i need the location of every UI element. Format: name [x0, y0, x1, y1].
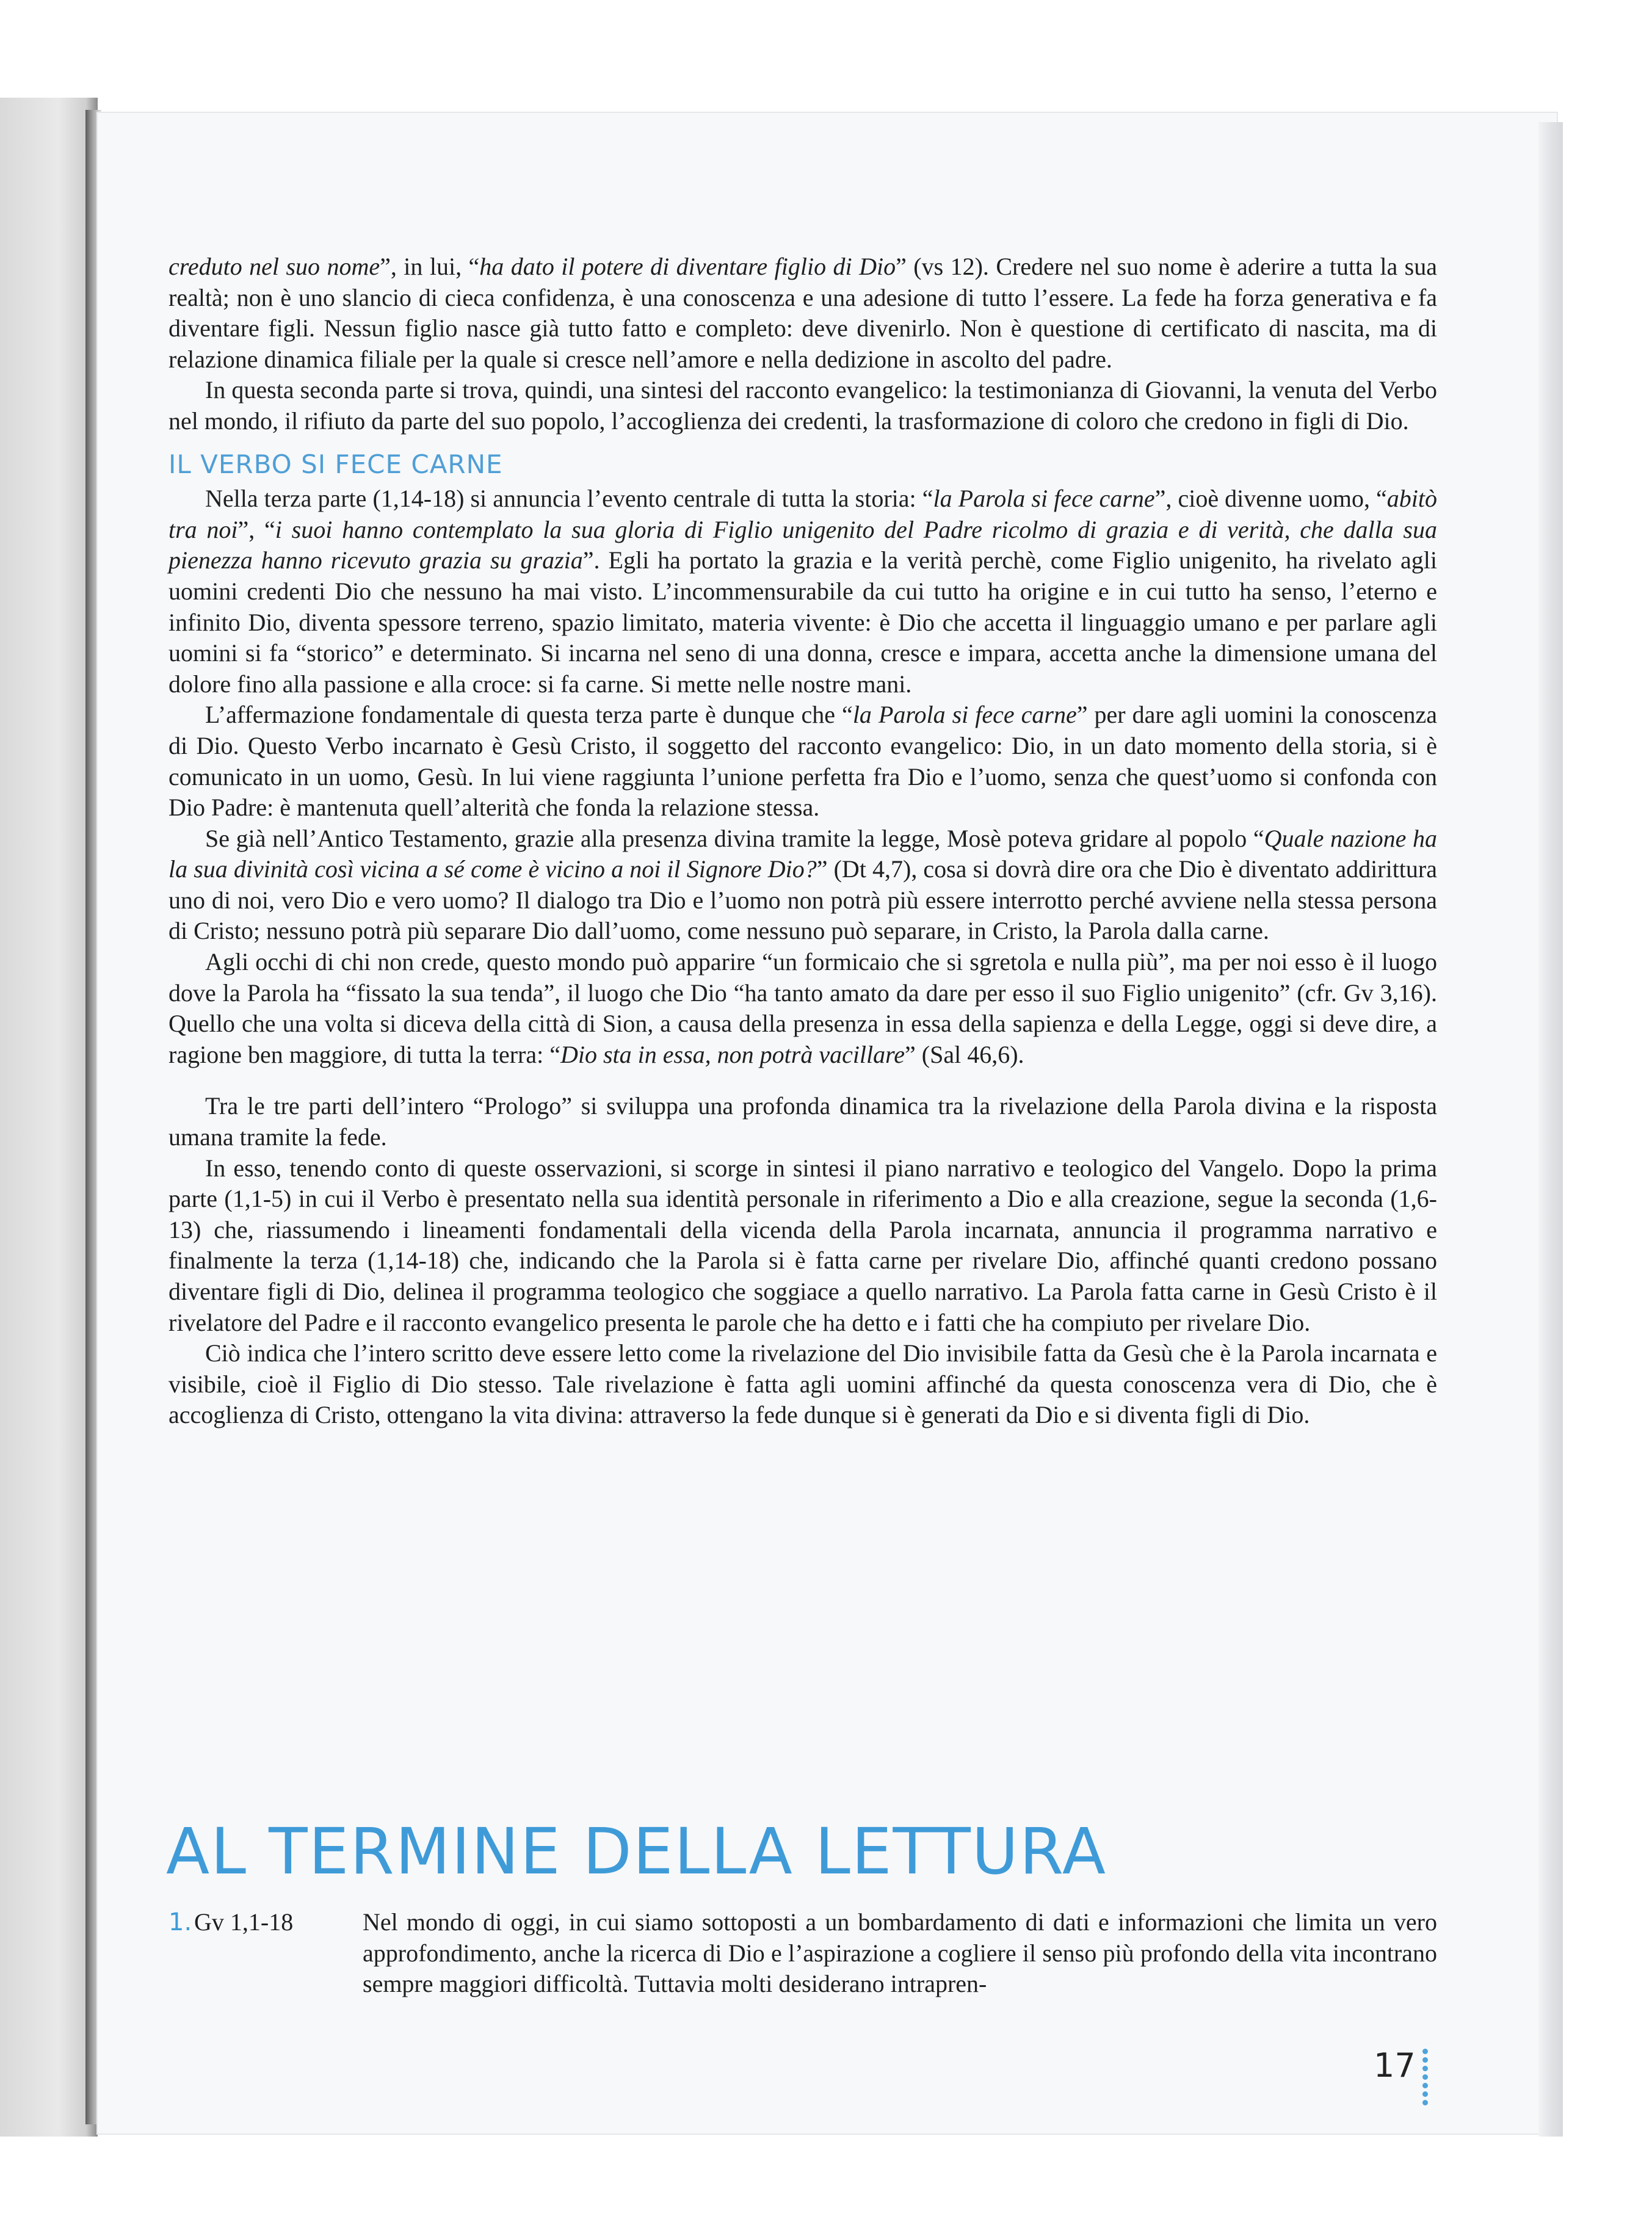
- dot: [1422, 2083, 1428, 2088]
- section-heading: IL VERBO SI FECE CARNE: [168, 449, 503, 479]
- dot: [1422, 2057, 1428, 2063]
- text-run: Nella terza parte (1,14-18) si annuncia l’evento centrale di tutta la storia: “: [205, 485, 933, 513]
- text-run: ”. Egli ha portato la grazia e la verità perchè, come Figlio unigenito, ha rivelato agli uomini credenti Dio che nessuno ha mai visto. L’incommensurabile da cui tutto ha origine e in cui tutto ha senso, l’eterno e infinito Dio, diventa spessore terreno, spazio limitato, materia vivente: è Dio che accetta il linguaggio umano e per parlare agli uomini si fa “storico” e determinato. Si incarna nel seno di una donna, cresce e impara, accetta anche la dimensione umana del dolore fino alla passione e alla croce: si fa carne. Si mette nelle nostre mani.: [168, 546, 1437, 698]
- paragraph: [168, 947, 1437, 1070]
- italic-run: Dio sta in essa, non potrà vacillare: [560, 1040, 905, 1068]
- text-run: In esso, tenendo conto di queste osservazioni, si scorge in sintesi il piano narrativo e teologico del Vangelo. Dopo la prima parte (1,1-5) in cui il Verbo è presentato nella sua identità personale in riferimento a Dio e alla creazione, segue la seconda (1,6-13) che, riassumendo i lineamenti fondamentali della vicenda della Parola incarnata, annuncia il programma narrativo e finalmente la terza (1,14-18) che, indicando che la Parola si è fatta carne per rivelare Dio, affinché quanti credono possano diventare figli di Dio, delinea il programma teologico che soggiace a quello narrativo. La Parola fatta carne in Gesù Cristo è il rivelatore del Padre e il racconto evangelico presenta le parole che ha detto e i fatti che ha compiuto per rivelare Dio.: [168, 1154, 1437, 1336]
- text-run: ” per dare agli uomini la conoscenza di Dio. Questo Verbo incarnato è Gesù Cristo, il soggetto del racconto evangelico: Dio, in un dato momento della storia, si è comunicato in un uomo, Gesù. In lui viene raggiunta l’unione perfetta fra Dio e l’uomo, senza che quest’uomo si confonda con Dio Padre: è mantenuta quell’alterità che fonda la relazione stessa.: [168, 701, 1437, 822]
- item-text: Nel mondo di oggi, in cui siamo sottoposti a un bombardamento di dati e informazioni che limita un vero approfondimento, anche la ricerca di Dio e l’aspirazione a cogliere il senso più profondo della vita incontrano sempre maggiori difficoltà. Tuttavia molti desiderano intrapren-: [363, 1908, 1437, 1998]
- text-run: ”, “: [237, 515, 275, 543]
- text-run: ” (Sal 46,6).: [905, 1040, 1024, 1068]
- dot: [1422, 2074, 1428, 2080]
- text-run: L’affermazione fondamentale di questa terza parte è dunque che “: [205, 701, 853, 729]
- page-body: [168, 252, 1437, 1431]
- exercise-item: [168, 1907, 1437, 2000]
- paragraph: [168, 1091, 1437, 1153]
- chapter-heading: AL TERMINE DELLA LETTURA: [166, 1814, 1107, 1889]
- italic-run: la Parola si fece carne: [852, 701, 1077, 729]
- italic-run: creduto nel suo nome: [168, 253, 380, 280]
- dots-ornament: [1422, 2049, 1429, 2107]
- text-run: ” (vs 12). Credere nel suo nome è aderire a tutta la sua realtà; non è uno slancio di cieca confidenza, è una conoscenza e una adesione di tutto l’essere. La fede ha forza generativa e fa diventare figli. Nessun figlio nasce già tutto fatto e completo: deve divenirlo. Non è questione di certificato di nascita, ma di relazione dinamica filiale per la quale si cresce nell’amore e nella dedizione in ascolto del padre.: [168, 253, 1437, 373]
- paragraph: [168, 1338, 1437, 1431]
- page-number: 17: [1374, 2046, 1416, 2085]
- text-run: Tra le tre parti dell’intero “Prologo” si sviluppa una profonda dinamica tra la rivelazione della Parola divina e la risposta umana tramite la fede.: [168, 1092, 1437, 1151]
- text-run: ”, cioè divenne uomo, “: [1154, 485, 1387, 513]
- page-edge: [1538, 122, 1563, 2137]
- section-paragraphs: [168, 483, 1437, 1431]
- paragraph: [168, 483, 1437, 700]
- text-run: Agli occhi di chi non crede, questo mondo può apparire “un formicaio che si sgretola e nulla più”, ma per noi esso è il luogo dove la Parola ha “fissato la sua tenda”, il luogo che Dio “ha tanto amato da dare per esso il suo Figlio unigenito” (cfr. Gv 3,16). Quello che una volta si diceva della città di Sion, a causa della presenza in essa della sapienza e della Legge, oggi si deve dire, a ragione ben maggiore, di tutta la terra: “: [168, 948, 1437, 1068]
- text-run: Se già nell’Antico Testamento, grazie alla presenza divina tramite la legge, Mosè poteva gridare al popolo “: [205, 824, 1264, 852]
- dot: [1422, 2066, 1428, 2071]
- paragraph: [168, 375, 1437, 436]
- paragraph: [168, 823, 1437, 947]
- italic-run: abitò tra noi: [168, 485, 1438, 543]
- paragraph: [168, 700, 1437, 823]
- text-run: Ciò indica che l’intero scritto deve essere letto come la rivelazione del Dio invisibile fatta da Gesù che è la Parola incarnata e visibile, cioè il Figlio di Dio stesso. Tale rivelazione è fatta agli uomini affinché da questa conoscenza vera di Dio, che è accoglienza di Cristo, ottengano la vita divina: attraverso la fede dunque si è generati da Dio e si diventa figli di Dio.: [168, 1339, 1437, 1429]
- top-paragraphs: [168, 252, 1437, 437]
- scan-background: [0, 98, 98, 2137]
- italic-run: i suoi hanno contemplato la sua gloria di Figlio unigenito del Padre ricolmo di grazia e di verità, che dalla sua pienezza hanno ricevuto grazia su grazia: [168, 515, 1437, 574]
- dot: [1422, 2091, 1428, 2097]
- dot: [1422, 2100, 1428, 2105]
- dot: [1422, 2049, 1428, 2054]
- item-reference: Gv 1,1-18: [194, 1908, 294, 1936]
- item-number: 1.: [168, 1908, 192, 1936]
- italic-run: Quale nazione ha la sua divinità così vicina a sé come è vicino a noi il Signore Dio?: [168, 824, 1437, 883]
- italic-run: la Parola si fece carne: [933, 485, 1155, 513]
- italic-run: ha dato il potere di diventare figlio di Dio: [479, 253, 896, 280]
- text-run: ”, in lui, “: [380, 253, 480, 280]
- paragraph: [168, 252, 1437, 375]
- paragraph: [168, 1153, 1437, 1339]
- text-run: ” (Dt 4,7), cosa si dovrà dire ora che Dio è diventato addirittura uno di noi, vero Dio e vero uomo? Il dialogo tra Dio e l’uomo non potrà più essere interrotto perché avviene nella stessa persona di Cristo; nessuno potrà più separare Dio dall’uomo, come nessuno può separare, in Cristo, la Parola dalla carne.: [168, 855, 1437, 945]
- text-run: In questa seconda parte si trova, quindi, una sintesi del racconto evangelico: la testimonianza di Giovanni, la venuta del Verbo nel mondo, il rifiuto da parte del suo popolo, l’accoglienza dei credenti, la trasformazione di coloro che credono in figli di Dio.: [168, 376, 1437, 435]
